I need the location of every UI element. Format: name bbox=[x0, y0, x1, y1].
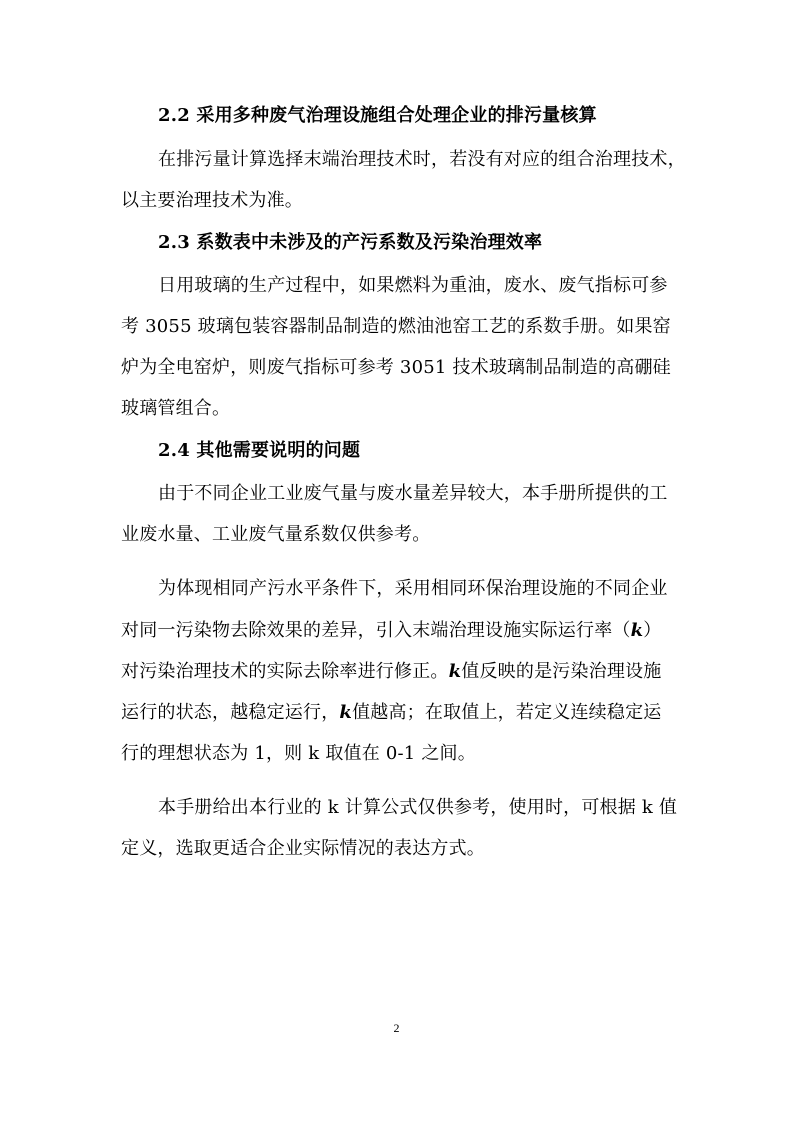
page-number: 2 bbox=[393, 1021, 400, 1035]
paragraph-line: 以主要治理技术为准。 bbox=[121, 190, 303, 211]
line-text: 值反映的是污染治理设施 bbox=[461, 661, 662, 682]
paragraph-line bbox=[121, 620, 661, 642]
paragraph-line: 业废水量、工业废气量系数仅供参考。 bbox=[121, 524, 431, 545]
paragraph-line: 为体现相同产污水平条件下，采用相同环保治理设施的不同企业 bbox=[158, 578, 668, 599]
paragraph-line bbox=[121, 661, 661, 683]
line-text: 对污染治理技术的实际去除率进行修正。 bbox=[121, 661, 449, 682]
line-text: 值越高；在取值上，若定义连续稳定运 bbox=[352, 702, 662, 723]
section-heading-2-3: 2.3 系数表中未涉及的产污系数及污染治理效率 bbox=[158, 232, 543, 253]
k-symbol: k bbox=[630, 620, 644, 641]
line-text: 运行的状态，越稳定运行， bbox=[121, 702, 340, 723]
paragraph-line: 行的理想状态为 1，则 k 取值在 0-1 之间。 bbox=[121, 743, 476, 764]
paragraph-line: 在排污量计算选择末端治理技术时，若没有对应的组合治理技术， bbox=[158, 149, 686, 170]
line-text: 对同一污染物去除效果的差异，引入末端治理设施实际运行率（ bbox=[121, 620, 631, 641]
paragraph-line: 炉为全电窑炉，则废气指标可参考 3051 技术玻璃制品制造的高硼硅 bbox=[121, 357, 671, 378]
paragraph-line: 考 3055 玻璃包装容器制品制造的燃油池窑工艺的系数手册。如果窑 bbox=[121, 316, 671, 337]
k-symbol: k bbox=[339, 702, 353, 723]
paragraph-line: 定义，选取更适合企业实际情况的表达方式。 bbox=[121, 838, 485, 859]
paragraph-line: 玻璃管组合。 bbox=[121, 398, 231, 419]
section-heading-2-4: 2.4 其他需要说明的问题 bbox=[158, 440, 361, 461]
paragraph-line: 日用玻璃的生产过程中，如果燃料为重油，废水、废气指标可参 bbox=[158, 275, 668, 296]
section-heading-2-2: 2.2 采用多种废气治理设施组合处理企业的排污量核算 bbox=[158, 105, 597, 126]
line-text: ） bbox=[643, 620, 662, 641]
k-symbol: k bbox=[448, 661, 462, 682]
paragraph-line: 本手册给出本行业的 k 计算公式仅供参考，使用时，可根据 k 值 bbox=[158, 797, 678, 818]
paragraph-line bbox=[121, 702, 661, 724]
paragraph-line: 由于不同企业工业废气量与废水量差异较大，本手册所提供的工 bbox=[158, 483, 668, 504]
